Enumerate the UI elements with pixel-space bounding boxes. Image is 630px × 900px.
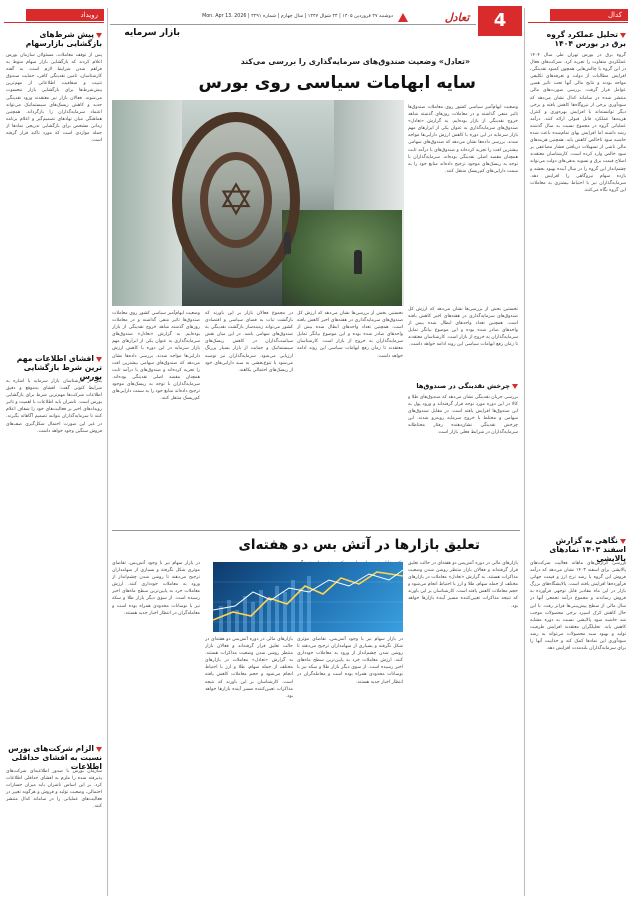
left-column-tab: [26, 9, 104, 21]
logo-text: تعادل: [444, 11, 470, 24]
left-column-headline-3-text: الزام شرکت‌های بورس نسبت به افشای حداقلی اطلاعات: [8, 744, 102, 771]
main-story-col-1b-text: بررسی جریان نقدینگی نشان می‌دهد که صندوق‌های طلا و کالا در این دوره مورد توجه قرار گرفته‌اند و ورود پول به این صندوق‌ها افزایش یافته است. در مقابل صندوق‌های سهامی و مختلط با خروج سرمایه روبه‌رو شدند. این چرخش نقدینگی نشان‌دهنده رفتار محتاطانه سرمایه‌گذاران در شرایط فعلی بازار است.: [408, 395, 518, 436]
photo-pedestrian: [354, 250, 362, 274]
left-column-headline-3: [6, 744, 102, 771]
main-story-col-1-text: نخستین بخش از بررسی‌ها نشان می‌دهد که ارزش کل صندوق‌های سرمایه‌گذاری در هفته‌های اخیر کاهش یافته است. همچنین تعداد واحدهای ابطال شده بیش از واحدهای صادر شده بوده و این موضوع بیانگر تمایل سرمایه‌گذاران به خروج از بازار است. کارشناسان معتقدند تا زمان رفع ابهامات سیاسی این روند ادامه خواهد داشت.: [408, 307, 518, 348]
second-story-col-right-text: بازارهای مالی در دوره آتش‌بس دو هفته‌ای در حالت تعلیق قرار گرفته‌اند و فعالان بازار منتظر روشن شدن وضعیت مذاکرات هستند. به گزارش «تعادل» معاملات در بازارهای مختلف از جمله سهام، طلا و ارز با احتیاط انجام می‌شود و حجم معاملات کاهش یافته است. کارشناسان بر این باورند که نتیجه مذاکرات تعیین‌کننده مسیر آینده بازارها خواهد بود.: [408, 561, 518, 609]
left-column-body-2-text: یکی از کارشناسان بازار سرمایه با اشاره به شرایط کنونی گفت: افشای به‌موقع و دقیق اطلاعات شرکت‌ها مهم‌ترین شرط برای بازگشایی بورس است. ناشران باید اطلاعات با اهمیت و تاثیر رویدادهای اخیر بر فعالیت‌های خود را شفاف اعلام کنند تا سرمایه‌گذاران بتوانند تصمیم آگاهانه بگیرند. در غیر این صورت احتمال شکل‌گیری صف‌های فروش سنگین وجود خواهد داشت.: [6, 379, 102, 434]
photo-greenery: [282, 210, 402, 306]
left-column-headline-1-text: پیش شرط‌های بازگشایی بازارسهام: [25, 30, 102, 48]
page-number: 4: [493, 10, 507, 31]
main-story-subhead: [408, 382, 518, 391]
main-story-col-3-text: در مجموع فعالان بازار بر این باورند که بازگشت ثبات به فضای سیاسی و اقتصادی کشور می‌تواند زمینه‌ساز بازگشت نقدینگی به صندوق‌های سهامی باشد. در این میان نقش سیاست‌گذاران در کاهش ریسک‌های سیستماتیک و حمایت از بازار بسیار پررنگ ارزیابی می‌شود. سرمایه‌گذاران نیز توصیه می‌شود با تنوع‌بخشی به سبد دارایی‌های خود از ریسک‌های احتمالی بکاهند.: [205, 311, 293, 373]
right-column-headline-2: [530, 536, 626, 563]
main-story-col-1: [408, 306, 518, 380]
market-chart-photo: [213, 562, 403, 632]
masthead-dateline: [183, 13, 393, 21]
right-column-tab-bar: [528, 8, 628, 23]
triangle-bullet-icon: [620, 33, 626, 38]
page-number-box: [478, 6, 522, 36]
left-column-divider: [107, 8, 108, 896]
main-story-col-3: [205, 310, 293, 524]
masthead-rule: [110, 24, 476, 25]
right-column-tab-label: کدال: [607, 11, 622, 19]
photo-pedestrian: [284, 232, 291, 254]
left-column-tab-bar: [4, 8, 104, 23]
main-story-subhead-text: چرخش نقدینگی در صندوق‌ها: [416, 382, 510, 390]
second-story-col-5-text: در بازار سهام نیز با وجود آتش‌بس، تقاضای موثری شکل نگرفته و بسیاری از سهامداران ترجیح می‌دهند تا روشن شدن چشم‌انداز از ورود به معاملات خودداری کنند. ارزش معاملات خرد به پایین‌ترین سطح ماه‌های اخیر رسیده است. از سوی دیگر بازار طلا و سکه نیز با نوسانات محدودی همراه بوده است و معامله‌گران در انتظار اخبار جدید هستند.: [112, 561, 200, 616]
main-story-col-2: [297, 310, 403, 524]
right-column-tab: [550, 9, 628, 21]
main-story-photo: [112, 100, 404, 306]
sculpture-star-icon: ✡: [217, 175, 255, 226]
second-story-headline-text: تعلیق بازارها در آتش بس دو هفته‌ای: [238, 537, 480, 553]
second-story-col-5: [112, 560, 200, 890]
right-column-body-1: [530, 52, 626, 522]
left-column-headline-2-text: افشای اطلاعات مهم ترین شرط بازگشایی بورس: [16, 354, 102, 381]
triangle-bullet-icon: [620, 539, 626, 544]
left-column-tab-label: رویداد: [80, 11, 98, 19]
second-story-rule: [112, 530, 520, 531]
second-story-col-right: [408, 560, 518, 890]
left-column-body-3: [6, 768, 102, 890]
chart-lines-graphic: [213, 562, 403, 632]
second-story-col-4: [205, 636, 293, 890]
right-column-headline-2-text: نگاهی به گزارش اسفند ۱۴۰۳ نمادهای پالایشی: [549, 536, 626, 563]
section-title: [110, 27, 180, 39]
right-column-body-2-text: بررسی گزارش‌های ماهانه فعالیت شرکت‌های پالایشی برای اسفند ۱۴۰۳ نشان می‌دهد که درآمد فروش این گروه با رشد نرخ ارز و قیمت جهانی فرآورده‌ها افزایش یافته است. پالایشگاه‌های بزرگ بازار در این ماه مقادیر قابل توجهی فرآورده به فروش رساندند و مجموع درآمد تجمعی آنها در سال مالی از سطح پیش‌بینی‌ها فراتر رفت. با این حال کاهش کرک اسپرد برخی محصولات موجب شد حاشیه سود پالایشی نسبت به دوره مشابه کاهش یابد. تحلیلگران معتقدند افزایش ظرفیت تولید و بهبود سبد محصولات می‌تواند به رشد سودآوری این نمادها کمک کند و جذابیت آنها را برای سرمایه‌گذاران بلندمدت افزایش دهد.: [530, 561, 626, 652]
main-story-intro-text: وضعیت ابهام‌آمیز سیاسی کشور روی معاملات صندوق‌ها تاثیر منفی گذاشته و در معاملات روزهای گذشته شاهد خروج نقدینگی از بازار بوده‌ایم. به گزارش «تعادل» صندوق‌های سرمایه‌گذاری به عنوان یکی از ابزارهای مهم بازار سرمایه در این دوره با کاهش ارزش دارایی‌ها مواجه شدند. بررسی داده‌ها نشان می‌دهد که صندوق‌های سهامی بیشترین افت را تجربه کرده‌اند و صندوق‌های با درآمد ثابت همچنان مقصد اصلی نقدینگی بوده‌اند. سرمایه‌گذاران با توجه به ریسک‌های موجود ترجیح داده‌اند منابع خود را به سمت دارایی‌های کم‌ریسک منتقل کنند.: [408, 105, 518, 174]
second-story-col-3: [297, 636, 403, 890]
triangle-bullet-icon: [512, 384, 518, 389]
triangle-bullet-icon: [96, 357, 102, 362]
logo-mark-icon: [398, 13, 408, 22]
second-story-col-4-text: بازارهای مالی در دوره آتش‌بس دو هفته‌ای در حالت تعلیق قرار گرفته‌اند و فعالان بازار منتظر روشن شدن وضعیت مذاکرات هستند. به گزارش «تعادل» معاملات در بازارهای مختلف از جمله سهام، طلا و ارز با احتیاط انجام می‌شود و حجم معاملات کاهش یافته است. کارشناسان بر این باورند که نتیجه مذاکرات تعیین‌کننده مسیر آینده بازارها خواهد بود.: [205, 637, 293, 699]
main-story-intro: [408, 104, 518, 300]
left-column-body-3-text: سازمان بورس با صدور اطلاعیه‌ای شرکت‌های پذیرفته شده را ملزم به افشای حداقلی اطلاعات کرد. بر این اساس ناشران باید میزان خسارات احتمالی، وضعیت تولید و فروش و هرگونه تغییر در فعالیت‌های عملیاتی را در سامانه کدال منتشر کنند.: [6, 769, 102, 810]
main-story-kicker: [200, 57, 470, 67]
main-story-col-4-text: وضعیت ابهام‌آمیز سیاسی کشور روی معاملات صندوق‌ها تاثیر منفی گذاشته و در معاملات روزهای گذشته شاهد خروج نقدینگی از بازار بوده‌ایم. به گزارش «تعادل» صندوق‌های سرمایه‌گذاری به عنوان یکی از ابزارهای مهم بازار سرمایه در این دوره با کاهش ارزش دارایی‌ها مواجه شدند. بررسی داده‌ها نشان می‌دهد که صندوق‌های سهامی بیشترین افت را تجربه کرده‌اند و صندوق‌های با درآمد ثابت همچنان مقصد اصلی نقدینگی بوده‌اند. سرمایه‌گذاران با توجه به ریسک‌های موجود ترجیح داده‌اند منابع خود را به سمت دارایی‌های کم‌ریسک منتقل کنند.: [112, 311, 200, 402]
main-story-col-1b: [408, 394, 518, 524]
right-column-body-2: [530, 560, 626, 890]
right-column-headline-1: [530, 30, 626, 48]
left-column-body-2: [6, 378, 102, 682]
left-column-headline-1: [6, 30, 102, 48]
main-story-headline-text: سایه ابهامات سیاسی روی بورس: [198, 73, 476, 93]
right-column-divider: [524, 8, 525, 896]
main-story-kicker-text: «تعادل» وضعیت صندوق‌های سرمایه‌گذاری را بررسی می‌کند: [240, 57, 470, 66]
section-title-text: بازار سرمایه: [124, 28, 180, 38]
second-story-headline: [200, 536, 480, 554]
second-story-col-3-text: در بازار سهام نیز با وجود آتش‌بس، تقاضای موثری شکل نگرفته و بسیاری از سهامداران ترجیح می‌دهند تا روشن شدن چشم‌انداز از ورود به معاملات خودداری کنند. ارزش معاملات خرد به پایین‌ترین سطح ماه‌های اخیر رسیده است. از سوی دیگر بازار طلا و سکه نیز با نوسانات محدودی همراه بوده است و معامله‌گران در انتظار اخبار جدید هستند.: [297, 637, 403, 685]
right-column-body-1-text: گروه برق در بورس تهران طی سال ۱۴۰۴ عملکردی متفاوت را تجربه کرد. شرکت‌های فعال در این گروه با چالش‌هایی همچون کمبود نقدینگی، افزایش مطالبات از دولت و تعرفه‌های تکلیفی مواجه بودند و نتایج مالی آنها تحت تاثیر همین عوامل قرار گرفت. بررسی صورت‌های مالی منتشر شده در سامانه کدال نشان می‌دهد که سودآوری برخی از نیروگاه‌ها کاهش یافته و برخی دیگر توانسته‌اند با افزایش بهره‌وری و کنترل هزینه‌ها عملکرد قابل قبولی ارائه کنند. درآمد عملیاتی گروه در مجموع نسبت به سال گذشته رشد داشته اما افزایش بهای تمام‌شده باعث شده حاشیه سود ناخالص کاهش یابد. همچنین هزینه‌های مالی ناشی از تسهیلات دریافتی فشار مضاعفی بر سود خالص وارد کرده است. کارشناسان معتقدند اصلاح قیمت برق و تسویه بدهی‌های دولت می‌تواند چشم‌انداز این گروه را در سال آینده بهبود بخشد و بازده سهام نیروگاهی را افزایش دهد. سرمایه‌گذاران نیز با احتیاط بیشتری به معاملات این گروه نگاه می‌کنند.: [530, 53, 626, 193]
main-story-col-4: [112, 310, 200, 524]
left-column-body-1-text: پس از توقف معاملات، مسئولان سازمان بورس اعلام کردند که بازگشایی بازار سهام منوط به فراهم شدن شرایط لازم است. به گفته کارشناسان، تامین نقدینگی کافی، حمایت صندوق تثبیت و شفافیت اطلاعاتی از مهم‌ترین پیش‌شرط‌ها برای بازگشایی بازار محسوب می‌شوند. فعالان بازار نیز معتقدند ورود نقدینگی جدید و کاهش ریسک‌های سیستماتیک می‌تواند اعتماد سرمایه‌گذاران را بازگرداند. همچنین هماهنگی میان نهادهای تصمیم‌گیر و اعلام برنامه زمانی مشخص برای بازگشایی تدریجی نمادها از جمله مواردی است که مورد تاکید قرار گرفته است.: [6, 53, 102, 144]
dateline-text: دوشنبه ۲۷ فروردین ۱۴۰۵ | ۲۴ شوال ۱۴۴۷ | سال چهارم | شماره ۳۲۹۱ | Mon. Apr 13. 2026: [202, 14, 393, 19]
triangle-bullet-icon: [96, 747, 102, 752]
triangle-bullet-icon: [96, 33, 102, 38]
main-story-col-2-text: نخستین بخش از بررسی‌ها نشان می‌دهد که ارزش کل صندوق‌های سرمایه‌گذاری در هفته‌های اخیر کاهش یافته است. همچنین تعداد واحدهای ابطال شده بیش از واحدهای صادر شده بوده و این موضوع بیانگر تمایل سرمایه‌گذاران به خروج از بازار است. کارشناسان معتقدند تا زمان رفع ابهامات سیاسی این روند ادامه خواهد داشت.: [297, 311, 403, 359]
left-column-body-1: [6, 52, 102, 342]
bourse-sculpture-icon: [172, 112, 300, 288]
chart-bars-graphic: [219, 576, 311, 632]
right-column-headline-1-text: تحلیل عملکرد گروه برق در بورس ۱۴۰۴: [546, 30, 626, 48]
main-story-headline: [190, 72, 476, 94]
left-column-headline-2: [6, 354, 102, 381]
